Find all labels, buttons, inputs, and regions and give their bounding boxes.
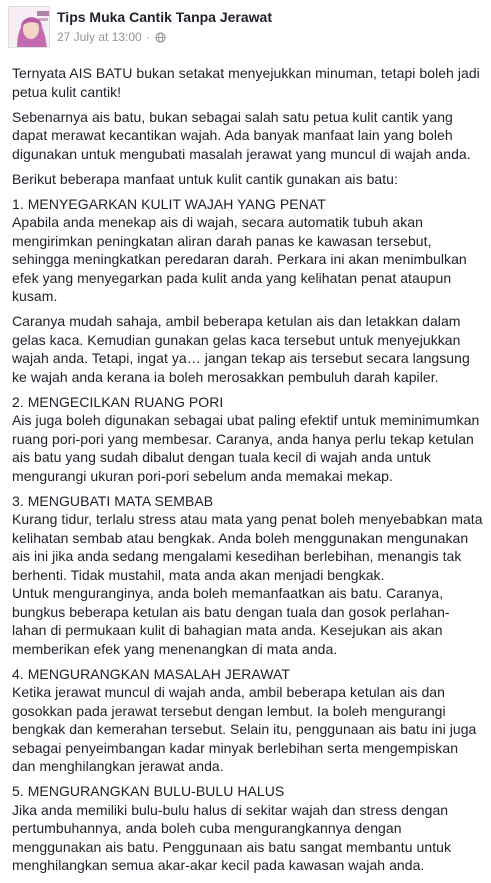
avatar-image	[9, 7, 50, 48]
section-title: 1. MENYEGARKAN KULIT WAJAH YANG PENAT	[12, 195, 326, 212]
page-avatar[interactable]	[8, 6, 50, 48]
globe-icon[interactable]	[155, 32, 166, 43]
page-name-link[interactable]: Tips Muka Cantik Tanpa Jerawat	[57, 9, 272, 25]
post-paragraph: Sebenarnya ais batu, bukan sebagai salah satu petua kulit cantik yang dapat merawat kecantikan wajah. Ada banyak manfaat lain yang boleh digunakan untuk mengubati masalah jerawat yang muncul di wajah anda.	[12, 108, 471, 162]
post-paragraph: Ternyata AIS BATU bukan setakat menyejukkan minuman, tetapi boleh jadi petua kulit cantik!	[12, 65, 480, 100]
post-paragraph: Berikut beberapa manfaat untuk kulit cantik gunakan ais batu:	[12, 170, 398, 187]
post-timestamp[interactable]: 27 July at 13:00	[57, 30, 142, 44]
post-paragraph: Ketika jerawat muncul di wajah anda, ambil beberapa ketulan ais dan gosokkan pada jerawat tersebut dengan lembut. Ia boleh mengurangi bengkak dan kemerahan tersebut. Selain itu, penggunaan ais batu ini juga sebagai penyeimbangan kadar minyak berlebihan serta mengempiskan dan menghilangkan jerawat anda.	[12, 684, 477, 774]
post-paragraph: Untuk menguranginya, anda boleh memanfaatkan ais batu. Caranya, bungkus beberapa ketulan ais batu dengan tuala dan gosok perlahan-lahan di permukaan kulit di bahagian mata anda. Kesejukan ais akan memberikan efek yang menenangkan di mata anda.	[12, 585, 450, 657]
meta-separator: ·	[145, 30, 150, 44]
post-paragraph: Ais juga boleh digunakan sebagai ubat paling efektif untuk meminimumkan ruang pori-pori yang membesar. Caranya, anda hanya perlu tekap ketulan ais batu yang sudah dibalut dengan tuala kecil di wajah anda untuk mengurangi ukuran pori-pori sebelum anda memakai mekap.	[12, 412, 480, 484]
section-title: 5. MENGURANGKAN BULU-BULU HALUS	[12, 783, 285, 799]
post-paragraph: Caranya mudah sahaja, ambil beberapa ketulan ais dan letakkan dalam gelas kaca. Kemudian gunakan gelas kaca tersebut untuk menyejukkan wajah anda. Tetapi, ingat ya… jangan tekap ais tersebut secara langsung ke wajah anda kerana ia boleh merosakkan pembuluh darah kapiler.	[12, 313, 470, 385]
section-title: 3. MENGUBATI MATA SEMBAB	[12, 492, 214, 509]
section-title: 4. MENGURANGKAN MASALAH JERAWAT	[12, 665, 290, 682]
post-paragraph: Jika anda memiliki bulu-bulu halus di sekitar wajah dan stress dengan pertumbuhannya, anda boleh cuba mengurangkannya dengan menggunakan ais batu. Penggunaan ais batu sangat membantu untuk menghilangkan semua akar-akar kecil pada kawasan wajah anda.	[12, 801, 452, 873]
section-title: 2. MENGECILKAN RUANG PORI	[12, 393, 224, 410]
post-header	[0, 0, 491, 56]
post-paragraph: Kurang tidur, terlalu stress atau mata yang penat boleh menyebabkan mata kelihatan sembab atau bengkak. Anda boleh menggunakan mengunakan ais ini jika anda sedang mengalami kesedihan berlebihan, menangis tak berhenti. Tidak mustahil, mata anda akan menjadi bengkak.	[12, 511, 483, 583]
post-paragraph: Apabila anda menekap ais di wajah, secara automatik tubuh akan mengirimkan peningkatan aliran darah panas ke kawasan tersebut, sehingga meningkatkan peredaran darah. Perkara ini akan menimbulkan efek yang menyegarkan pada kulit anda yang kelihatan penat ataupun kusam.	[12, 214, 467, 304]
post-body	[12, 64, 484, 881]
post-meta	[57, 30, 166, 44]
